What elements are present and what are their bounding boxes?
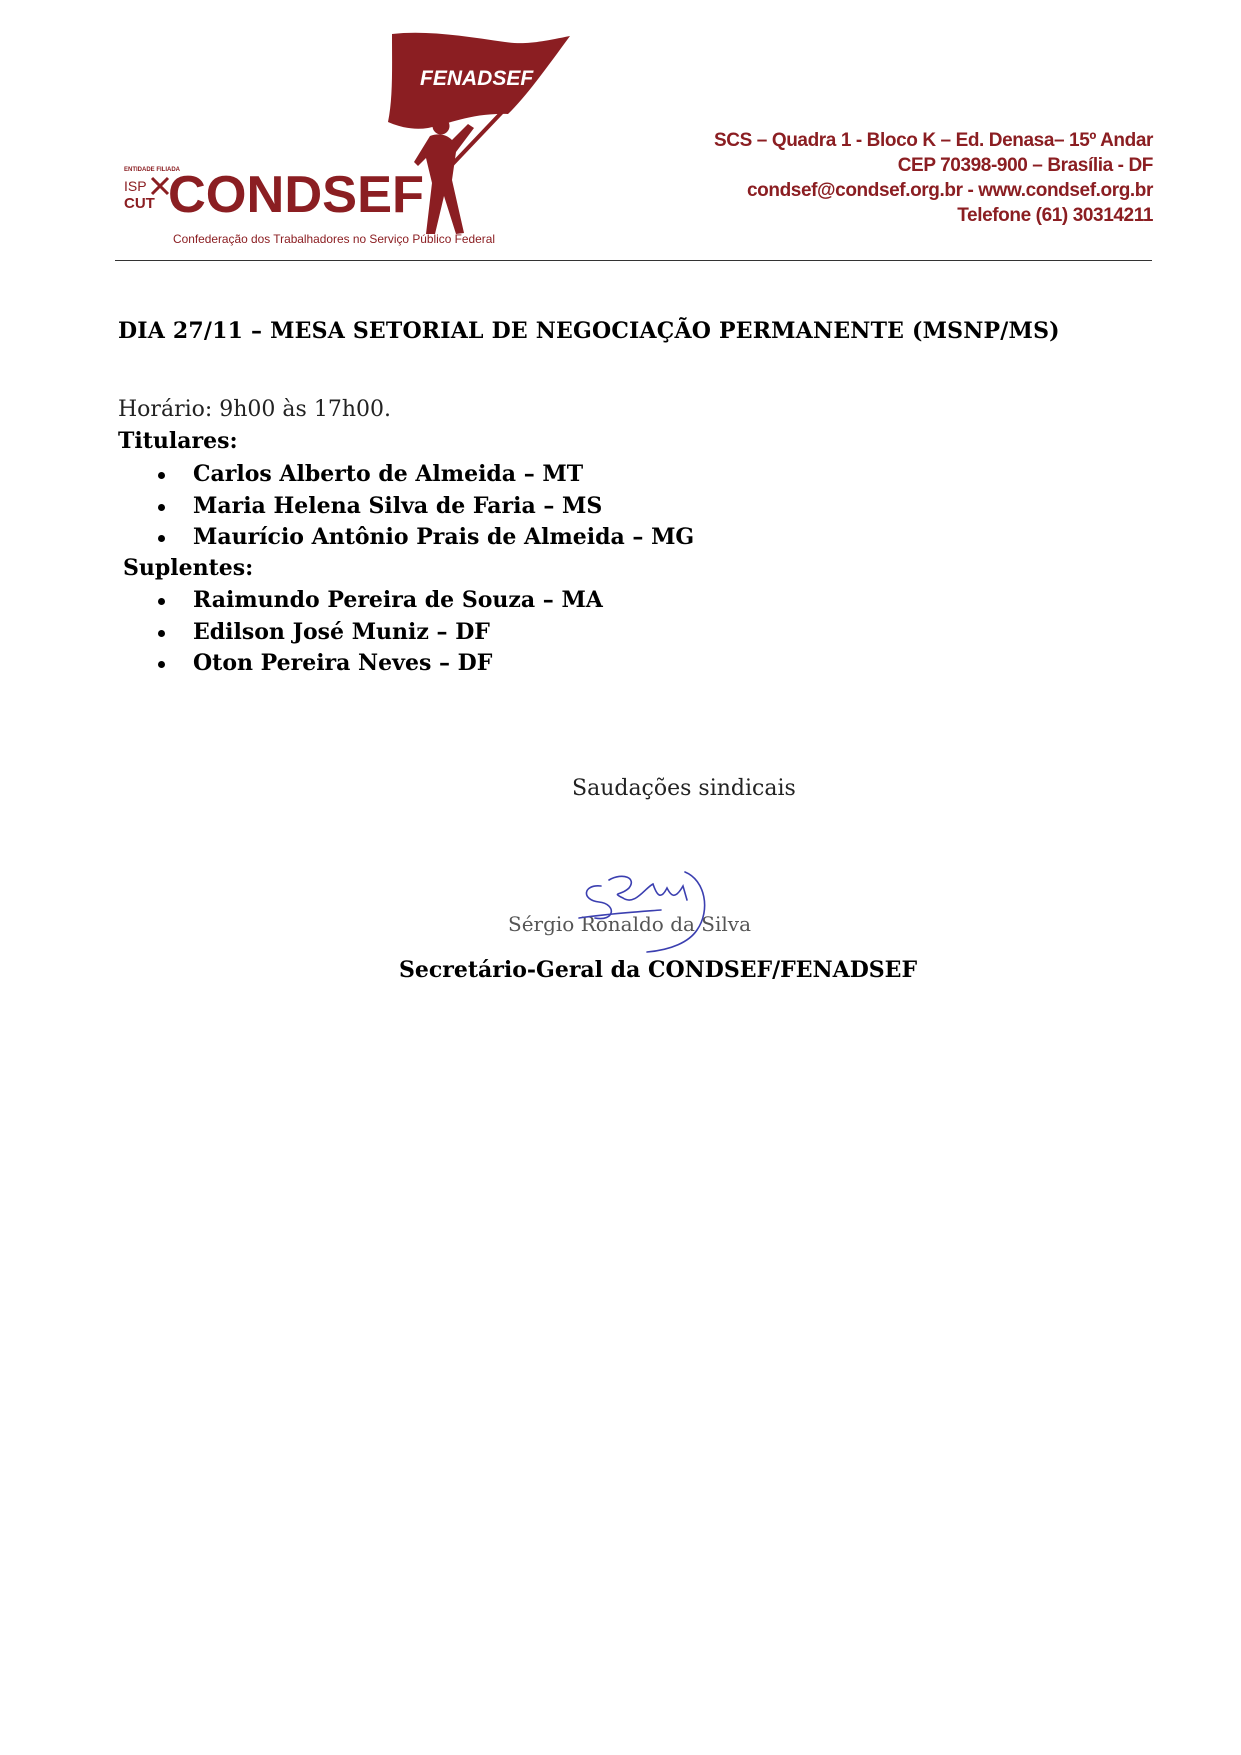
email-web-line: condsef@condsef.org.br - www.condsef.org.br xyxy=(747,180,1153,201)
cut-label: CUT xyxy=(124,195,155,212)
titulares-heading: Titulares: xyxy=(118,428,238,454)
list-item: Maurício Antônio Prais de Almeida – MG xyxy=(0,522,694,554)
affiliate-caption: ENTIDADE FILIADA xyxy=(124,167,180,173)
brand-tagline: Confederação dos Trabalhadores no Serviço Público Federal xyxy=(173,232,495,246)
address-line: SCS – Quadra 1 - Bloco K – Ed. Denasa– 15º Andar xyxy=(714,130,1153,151)
schedule-hours: Horário: 9h00 às 17h00. xyxy=(118,397,391,422)
condsef-logo xyxy=(124,28,580,256)
handwritten-signature xyxy=(565,866,735,966)
isp-label: ISP xyxy=(124,178,147,194)
document-title: DIA 27/11 – MESA SETORIAL DE NEGOCIAÇÃO PERMANENTE (MSNP/MS) xyxy=(118,318,1060,344)
postal-line: CEP 70398-900 – Brasília - DF xyxy=(897,155,1153,176)
list-item: Edilson José Muniz – DF xyxy=(0,617,603,649)
list-item: Maria Helena Silva de Faria – MS xyxy=(0,491,694,523)
flag-label: FENADSEF xyxy=(420,67,534,90)
closing-greeting: Saudações sindicais xyxy=(572,776,796,801)
brand-wordmark: CONDSEF xyxy=(168,166,424,224)
list-item: Carlos Alberto de Almeida – MT xyxy=(0,459,694,491)
contact-address-block xyxy=(714,128,1153,228)
suplentes-heading: Suplentes: xyxy=(123,555,254,581)
suplentes-list xyxy=(0,585,603,680)
header-divider xyxy=(115,260,1152,261)
cut-x-icon xyxy=(152,178,168,194)
list-item: Oton Pereira Neves – DF xyxy=(0,648,603,680)
titulares-list xyxy=(0,459,694,554)
signatory-role: Secretário-Geral da CONDSEF/FENADSEF xyxy=(399,957,918,983)
signatory-name: Sérgio Ronaldo da Silva xyxy=(508,912,751,936)
phone-line: Telefone (61) 30314211 xyxy=(957,205,1153,226)
list-item: Raimundo Pereira de Souza – MA xyxy=(0,585,603,617)
